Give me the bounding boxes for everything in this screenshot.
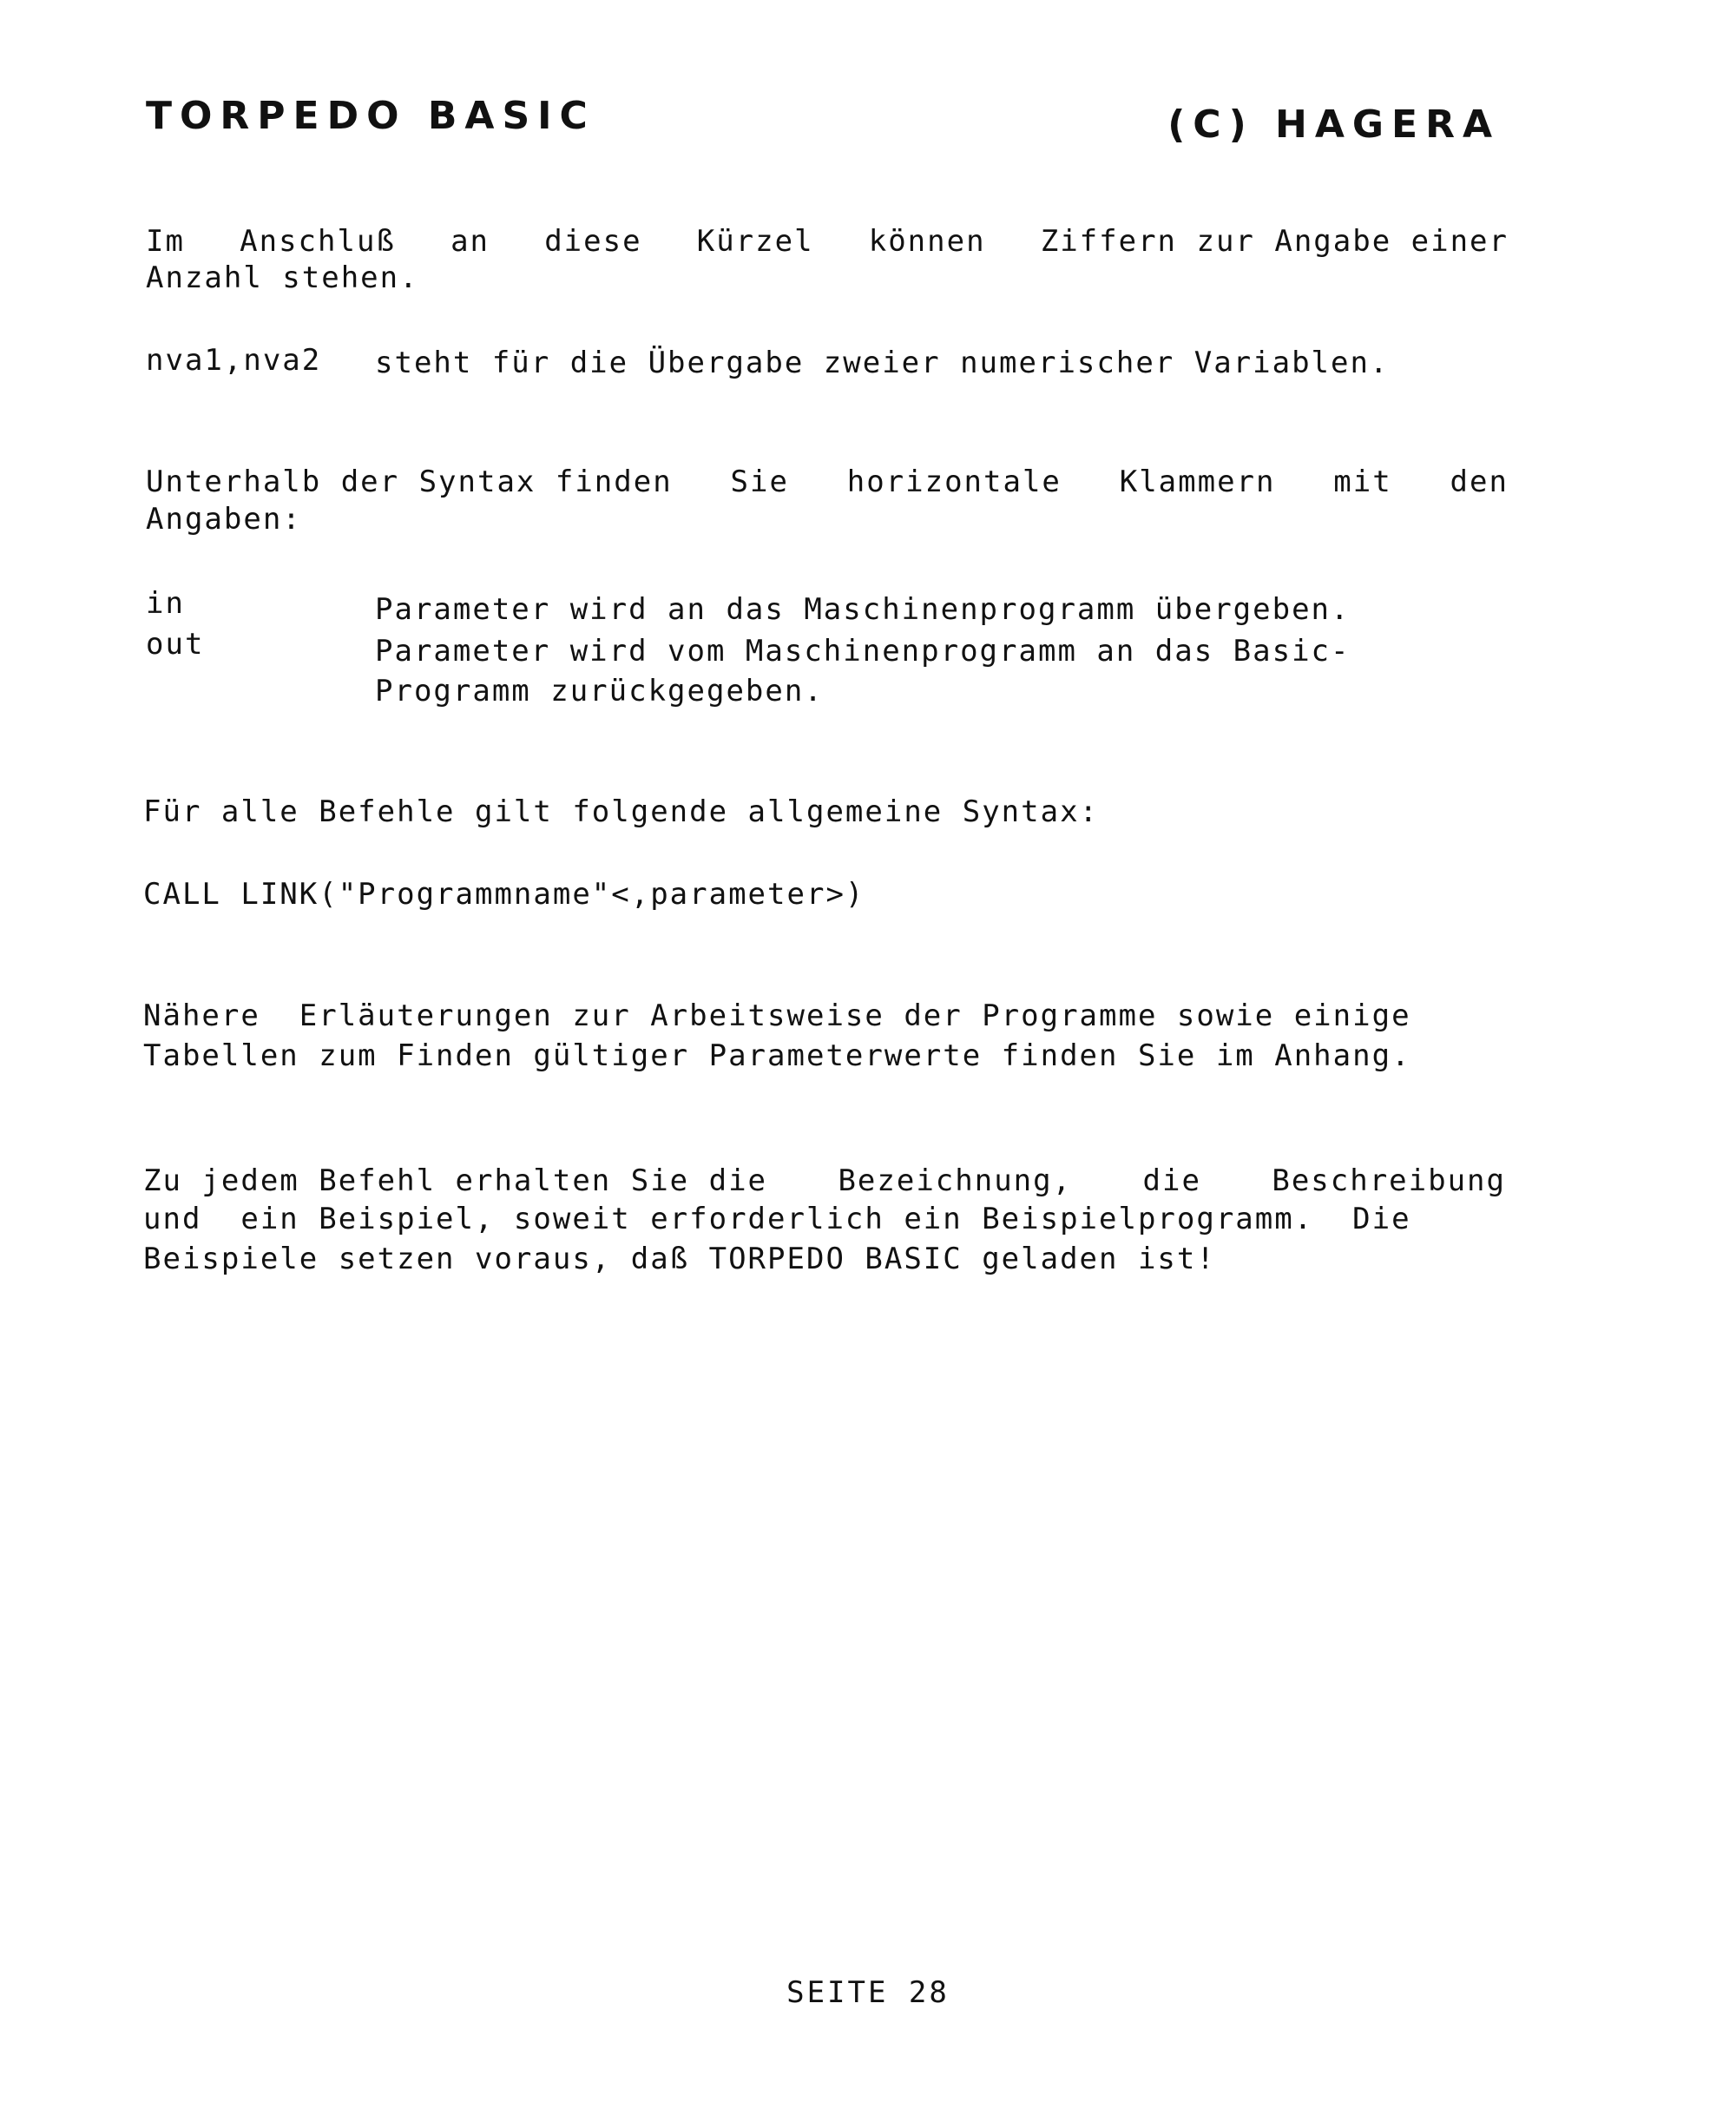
definition-text-out: Parameter wird vom Maschinenprogramm an das Basic- <box>375 634 1351 669</box>
paragraph-2-text: steht für die Übergabe zweier numerischer Variablen. <box>375 346 1390 380</box>
word: mit <box>1333 465 1392 499</box>
definition-term-out: out <box>146 627 205 662</box>
word: Ziffern zur Angabe einer <box>1040 224 1509 259</box>
word: horizontale <box>846 465 1062 499</box>
word: Anschluß <box>240 224 396 259</box>
definition-text-in: Parameter wird an das Maschinenprogramm übergeben. <box>375 592 1351 627</box>
paragraph-1-line-2: Anzahl stehen. <box>146 260 419 295</box>
paragraph-3-line-2: Angaben: <box>146 502 302 537</box>
header-title: TORPEDO BASIC <box>146 94 595 138</box>
paragraph-4-line-1: Für alle Befehle gilt folgende allgemeine Syntax: <box>143 794 1100 829</box>
word: Zu jedem Befehl erhalten Sie die <box>143 1163 768 1198</box>
word: Sie <box>730 465 789 499</box>
paragraph-5-line-1: Nähere Erläuterungen zur Arbeitsweise der Programme sowie einige <box>143 998 1411 1033</box>
word: können <box>868 224 986 259</box>
word: an <box>450 224 490 259</box>
paragraph-6-line-2: und ein Beispiel, soweit erforderlich ein Beispielprogramm. Die <box>143 1202 1411 1236</box>
page-header <box>146 94 1500 146</box>
word: Bezeichnung, <box>838 1163 1073 1198</box>
word: die <box>1142 1163 1201 1198</box>
paragraph-1-line-1 <box>146 224 1509 259</box>
page-number: SEITE 28 <box>786 1975 950 2010</box>
paragraph-6-line-1 <box>143 1163 1506 1198</box>
syntax-example: CALL LINK("Programmname"<,parameter>) <box>143 877 865 912</box>
definition-text-out-cont: Programm zurückgegeben. <box>375 674 824 708</box>
header-copyright: (C) HAGERA <box>1167 102 1500 147</box>
word: Unterhalb der Syntax finden <box>146 465 673 499</box>
word: diese <box>544 224 642 259</box>
paragraph-6-line-3: Beispiele setzen voraus, daß TORPEDO BASIC geladen ist! <box>143 1242 1216 1276</box>
word: Klammern <box>1119 465 1276 499</box>
word: den <box>1450 465 1509 499</box>
paragraph-5-line-2: Tabellen zum Finden gültiger Parameterwerte finden Sie im Anhang. <box>143 1038 1411 1073</box>
word: Im <box>146 224 185 259</box>
definition-term-in: in <box>146 586 185 621</box>
word: Kürzel <box>696 224 814 259</box>
paragraph-3-line-1 <box>146 465 1509 499</box>
word: Beschreibung <box>1272 1163 1506 1198</box>
term-nva: nva1,nva2 <box>146 343 322 378</box>
